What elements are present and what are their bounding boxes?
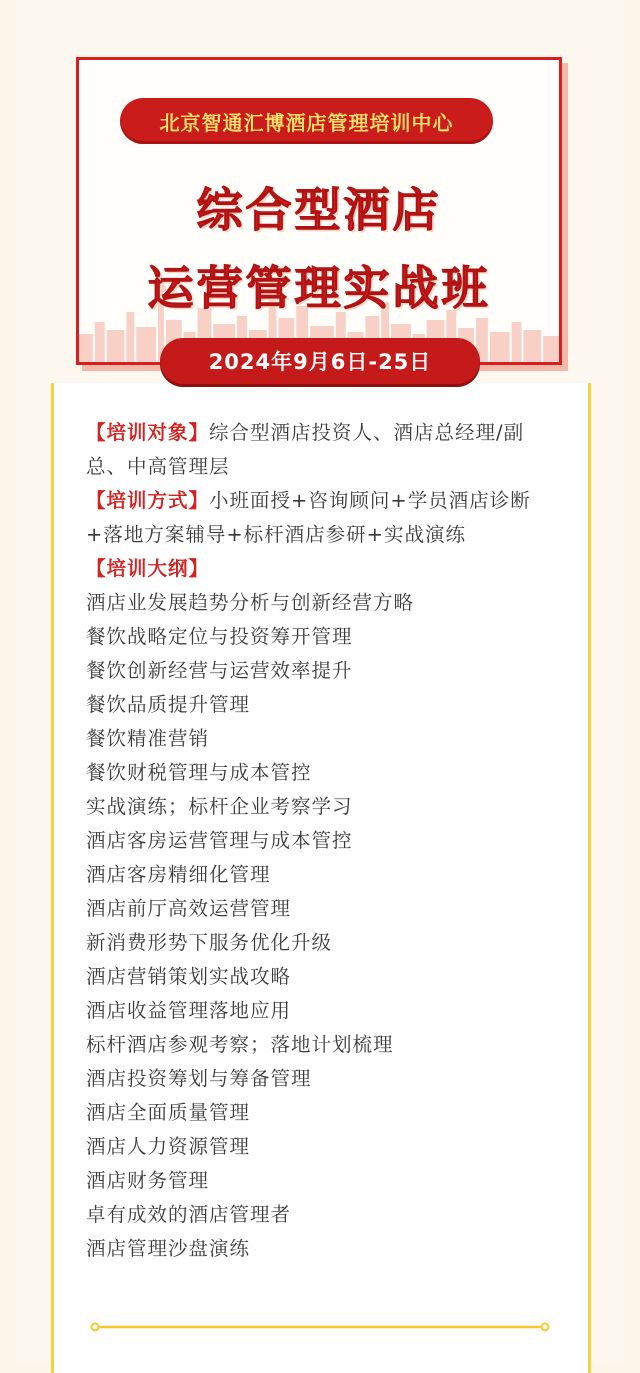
outline-list xyxy=(86,586,564,1266)
outline-item: 酒店前厅高效运营管理 xyxy=(86,897,292,920)
outline-item: 新消费形势下服务优化升级 xyxy=(86,931,333,954)
outline-item: 餐饮精准营销 xyxy=(86,727,210,750)
course-details xyxy=(86,416,564,1266)
outline-item: 酒店人力资源管理 xyxy=(86,1135,251,1158)
outline-section xyxy=(86,552,564,586)
outline-item: 酒店投资筹划与筹备管理 xyxy=(86,1067,312,1090)
audience-section xyxy=(86,416,564,484)
course-title-line-1: 综合型酒店 xyxy=(196,183,442,237)
outline-item: 酒店财务管理 xyxy=(86,1169,210,1192)
outline-item: 标杆酒店参观考察；落地计划梳理 xyxy=(86,1033,394,1056)
course-title-line-2: 运营管理实战班 xyxy=(147,261,491,315)
outline-item: 酒店收益管理落地应用 xyxy=(86,999,292,1022)
outline-item: 酒店营销策划实战攻略 xyxy=(86,965,292,988)
outline-item: 酒店业发展趋势分析与创新经营方略 xyxy=(86,591,415,614)
gold-divider-icon xyxy=(90,1322,550,1332)
outline-item: 餐饮财税管理与成本管控 xyxy=(86,761,312,784)
outline-item: 实战演练；标杆企业考察学习 xyxy=(86,795,353,818)
outline-item: 餐饮创新经营与运营效率提升 xyxy=(86,659,353,682)
date-range-badge: 2024年9月6日-25日 xyxy=(160,338,480,384)
method-label: 【培训方式】 xyxy=(86,489,210,512)
outline-item: 酒店全面质量管理 xyxy=(86,1101,251,1124)
outline-item: 酒店管理沙盘演练 xyxy=(86,1237,251,1260)
audience-text: 综合型酒店投资人、酒店总经理/副总、中高管理层 xyxy=(86,421,525,478)
outline-item: 餐饮战略定位与投资筹开管理 xyxy=(86,625,353,648)
outline-item: 酒店客房运营管理与成本管控 xyxy=(86,829,353,852)
organization-name-badge: 北京智通汇博酒店管理培训中心 xyxy=(120,98,493,144)
audience-label: 【培训对象】 xyxy=(86,421,210,444)
method-text: 小班面授+咨询顾问+学员酒店诊断+落地方案辅导+标杆酒店参研+实战演练 xyxy=(86,489,531,546)
outline-item: 餐饮品质提升管理 xyxy=(86,693,251,716)
outline-item: 酒店客房精细化管理 xyxy=(86,863,271,886)
outline-label: 【培训大纲】 xyxy=(86,557,210,580)
outline-item: 卓有成效的酒店管理者 xyxy=(86,1203,292,1226)
method-section xyxy=(86,484,564,552)
